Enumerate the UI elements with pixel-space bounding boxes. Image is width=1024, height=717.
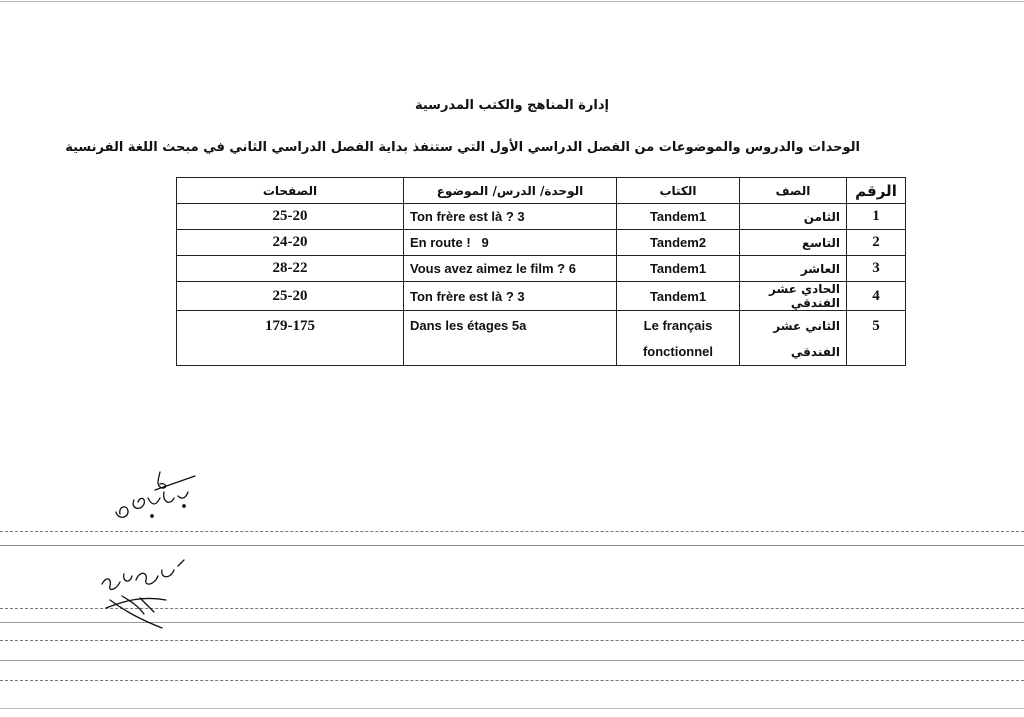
scan-line-2 [0,545,1024,546]
scan-line-7 [0,680,1024,681]
table-row [177,256,906,282]
row-pages: 179-175 [177,311,404,366]
signature-first [100,462,210,532]
header-lesson: الوحدة/ الدرس/ الموضوع [404,178,617,204]
row-pages: 25-20 [177,204,404,230]
row-lesson: Ton frère est là ? 3 [404,204,617,230]
row-pages: 28-22 [177,256,404,282]
row-class: الثامن [740,204,847,230]
row-number: 5 [847,311,906,366]
scan-line-5 [0,640,1024,641]
row-book: Tandem2 [617,230,740,256]
row-class: الحادي عشر الفندقي [740,282,847,311]
scan-edge-top [0,1,1024,2]
row-lesson: Vous avez aimez le film ? 6 [404,256,617,282]
row-book: Tandem1 [617,204,740,230]
row-number: 4 [847,282,906,311]
header-pages: الصفحات [177,178,404,204]
row-number: 3 [847,256,906,282]
row-number: 2 [847,230,906,256]
row-class: التاسع [740,230,847,256]
row-pages: 25-20 [177,282,404,311]
header-book: الكتاب [617,178,740,204]
row-book: Le français fonctionnel [617,311,740,366]
row-lesson: Dans les étages 5a [404,311,617,366]
scan-edge-bottom [0,708,1024,709]
table-row [177,311,906,366]
row-lesson: En route ! 9 [404,230,617,256]
units-table [176,177,906,366]
signature-second [96,556,206,636]
document-subtitle: الوحدات والدروس والموضوعات من الفصل الدراسي الأول التي ستنفذ بداية الفصل الدراسي الثاني في مبحث اللغة الفرنسية [65,140,860,155]
row-pages: 24-20 [177,230,404,256]
row-lesson: Ton frère est là ? 3 [404,282,617,311]
table-row [177,282,906,311]
header-number: الرقم [847,178,906,204]
row-book: Tandem1 [617,256,740,282]
row-class: العاشر [740,256,847,282]
row-class: الثاني عشر الفندقي [740,311,847,366]
header-class: الصف [740,178,847,204]
scan-line-6 [0,660,1024,661]
table-header-row [177,178,906,204]
row-book: Tandem1 [617,282,740,311]
table-row [177,230,906,256]
table-row [177,204,906,230]
document-title: إدارة المناهج والكتب المدرسية [414,98,609,113]
row-number: 1 [847,204,906,230]
